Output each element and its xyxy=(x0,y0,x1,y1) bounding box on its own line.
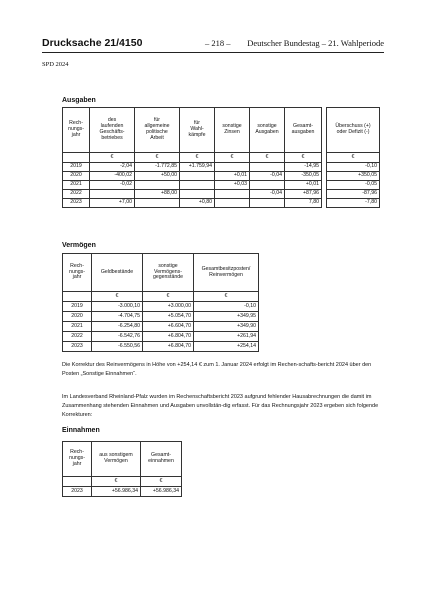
page-header xyxy=(42,37,384,51)
value-cell: -7,80 xyxy=(327,199,380,208)
currency-unit: € xyxy=(90,153,135,163)
value-cell xyxy=(180,190,215,199)
value-cell: -0,10 xyxy=(327,163,380,172)
value-cell: +349,90 xyxy=(194,322,259,332)
table-row xyxy=(63,312,259,322)
year-cell: 2020 xyxy=(63,172,90,181)
value-cell xyxy=(250,163,285,172)
table-row xyxy=(63,302,259,312)
value-cell: +7,00 xyxy=(90,199,135,208)
value-cell: +87,96 xyxy=(285,190,322,199)
currency-row xyxy=(63,153,380,163)
value-cell: +0,03 xyxy=(215,181,250,190)
table-row xyxy=(63,322,259,332)
value-cell xyxy=(180,181,215,190)
value-cell: +1.759,94 xyxy=(180,163,215,172)
value-cell: -14,95 xyxy=(285,163,322,172)
currency-unit: € xyxy=(92,292,143,302)
table-row xyxy=(63,487,182,497)
value-cell: 7,80 xyxy=(285,199,322,208)
publisher: Deutscher Bundestag – 21. Wahlperiode xyxy=(247,38,384,48)
currency-unit: € xyxy=(250,153,285,163)
header-row xyxy=(63,254,259,292)
column-header: für Wahl- kämpfe xyxy=(180,108,215,153)
currency-blank xyxy=(63,477,92,487)
vermoegen-title: Vermögen xyxy=(62,242,96,249)
value-cell xyxy=(250,181,285,190)
value-cell xyxy=(180,172,215,181)
currency-unit: € xyxy=(143,292,194,302)
table-row xyxy=(63,190,380,199)
value-cell xyxy=(135,199,180,208)
column-header: Überschuss (+) oder Defizit (-) xyxy=(327,108,380,153)
table-row xyxy=(63,163,380,172)
column-header: Gesamt- einnahmen xyxy=(141,442,182,477)
einnahmen-table xyxy=(62,441,182,497)
column-header: aus sonstigem Vermögen xyxy=(92,442,141,477)
column-header: Rech- nungs- jahr xyxy=(63,108,90,153)
value-cell: +56.986,34 xyxy=(92,487,141,497)
currency-row xyxy=(63,292,259,302)
column-header: Rech- nungs- jahr xyxy=(63,254,92,292)
value-cell xyxy=(215,199,250,208)
header-row xyxy=(63,108,380,153)
currency-blank xyxy=(63,153,90,163)
value-cell: +261,94 xyxy=(194,332,259,342)
column-header: Rech- nungs- jahr xyxy=(63,442,92,477)
currency-unit: € xyxy=(135,153,180,163)
value-cell: -1.772,85 xyxy=(135,163,180,172)
value-cell: -2,04 xyxy=(90,163,135,172)
year-cell: 2022 xyxy=(63,332,92,342)
party-label: SPD 2024 xyxy=(42,61,69,68)
year-cell: 2022 xyxy=(63,190,90,199)
value-cell: -6.550,56 xyxy=(92,342,143,352)
value-cell xyxy=(135,181,180,190)
currency-unit: € xyxy=(180,153,215,163)
value-cell xyxy=(250,199,285,208)
year-cell: 2023 xyxy=(63,487,92,497)
value-cell: +0,01 xyxy=(285,181,322,190)
ausgaben-table xyxy=(62,107,380,208)
currency-unit: € xyxy=(194,292,259,302)
table-row xyxy=(63,181,380,190)
header-row xyxy=(63,442,182,477)
year-cell: 2023 xyxy=(63,342,92,352)
value-cell: -0,04 xyxy=(250,172,285,181)
table-row xyxy=(63,342,259,352)
header-rule xyxy=(42,52,384,53)
value-cell xyxy=(90,190,135,199)
year-cell: 2019 xyxy=(63,163,90,172)
value-cell: +6.804,70 xyxy=(143,332,194,342)
value-cell: -350,05 xyxy=(285,172,322,181)
einnahmen-title: Einnahmen xyxy=(62,427,100,434)
value-cell: +6.604,70 xyxy=(143,322,194,332)
value-cell xyxy=(215,163,250,172)
year-cell: 2021 xyxy=(63,322,92,332)
currency-unit: € xyxy=(215,153,250,163)
value-cell: -4.704,75 xyxy=(92,312,143,322)
value-cell: +56.986,34 xyxy=(141,487,182,497)
value-cell: -6.542,76 xyxy=(92,332,143,342)
table-row xyxy=(63,332,259,342)
value-cell xyxy=(215,190,250,199)
column-header: sonstige Ausgaben xyxy=(250,108,285,153)
value-cell: +0,80 xyxy=(180,199,215,208)
value-cell: -3.000,10 xyxy=(92,302,143,312)
currency-unit: € xyxy=(92,477,141,487)
page-number: – 218 – xyxy=(205,38,231,48)
year-cell: 2020 xyxy=(63,312,92,322)
ausgaben-title: Ausgaben xyxy=(62,97,96,104)
currency-unit: € xyxy=(327,153,380,163)
column-header: Gesamtbesitzposten/ Reinvermögen xyxy=(194,254,259,292)
value-cell: +0,01 xyxy=(215,172,250,181)
year-cell: 2021 xyxy=(63,181,90,190)
value-cell: -0,02 xyxy=(90,181,135,190)
column-header: sonstige Zinsen xyxy=(215,108,250,153)
year-cell: 2019 xyxy=(63,302,92,312)
value-cell: +5.054,70 xyxy=(143,312,194,322)
value-cell: +50,00 xyxy=(135,172,180,181)
value-cell: +88,00 xyxy=(135,190,180,199)
column-header: Geldbestände xyxy=(92,254,143,292)
currency-blank xyxy=(63,292,92,302)
column-header: Gesamt- ausgaben xyxy=(285,108,322,153)
column-header: für allgemeine politische Arbeit xyxy=(135,108,180,153)
document-number: Drucksache 21/4150 xyxy=(42,37,143,49)
value-cell: +6.804,70 xyxy=(143,342,194,352)
column-header: des laufenden Geschäfts- betriebes xyxy=(90,108,135,153)
column-header: sonstige Vermögens- gegenstände xyxy=(143,254,194,292)
value-cell: +350,05 xyxy=(327,172,380,181)
value-cell: +3.000,00 xyxy=(143,302,194,312)
vermoegen-table xyxy=(62,253,259,352)
currency-unit: € xyxy=(141,477,182,487)
value-cell: -400,02 xyxy=(90,172,135,181)
currency-unit: € xyxy=(285,153,322,163)
value-cell: -0,04 xyxy=(250,190,285,199)
currency-row xyxy=(63,477,182,487)
paragraph-correction: Die Korrektur des Reinvermögens in Höhe von +254,14 € zum 1. Januar 2024 erfolgt im Rechen-schafts-bericht 2024 über den Posten „Sonstige Einnahmen“. xyxy=(62,362,372,378)
value-cell: -87,96 xyxy=(327,190,380,199)
table-row xyxy=(63,172,380,181)
year-cell: 2023 xyxy=(63,199,90,208)
value-cell: -0,05 xyxy=(327,181,380,190)
table-row xyxy=(63,199,380,208)
value-cell: +254,14 xyxy=(194,342,259,352)
value-cell: -0,10 xyxy=(194,302,259,312)
value-cell: -6.254,80 xyxy=(92,322,143,332)
paragraph-rheinland-pfalz: Im Landesverband Rheinland-Pfalz wurden im Rechenschaftsbericht 2023 aufgrund fehlender Hausabrechnungen die damit im Zusammenhang stehenden Einnahmen und Ausgaben unvollstän-dig erfasst. Für das Rechnungsjahr 2023 ergeben sich folgende Korrekturen: xyxy=(62,394,379,419)
value-cell: +349,95 xyxy=(194,312,259,322)
